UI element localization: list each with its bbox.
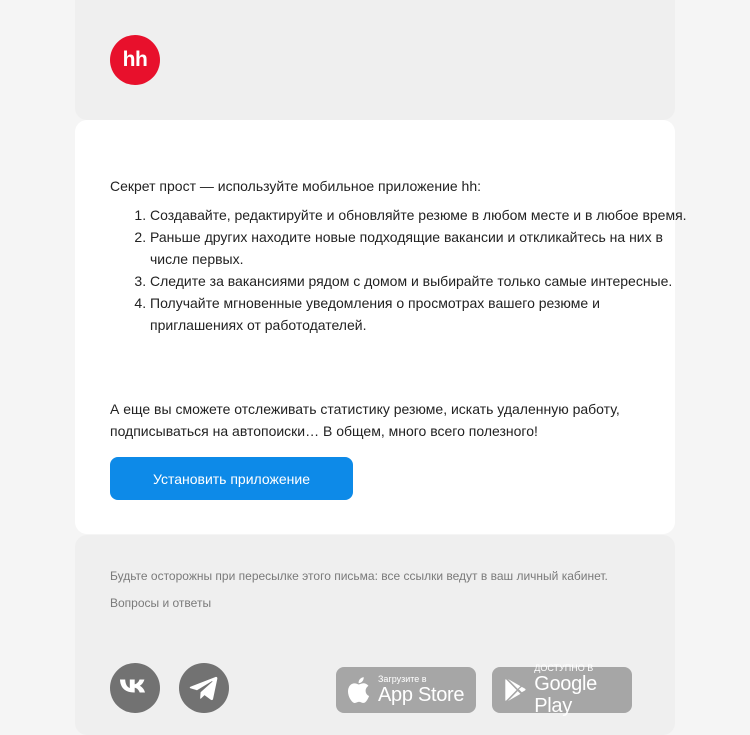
intro-text: Секрет прост — используйте мобильное приложение hh:: [110, 178, 482, 194]
telegram-icon: [189, 675, 219, 701]
faq-link[interactable]: Вопросы и ответы: [110, 596, 212, 610]
telegram-button[interactable]: [179, 663, 229, 713]
google-play-badge[interactable]: [492, 663, 632, 717]
apple-icon: [346, 676, 370, 704]
feature-item: 3. Следите за вакансиями рядом с домом и выбирайте только самые интересные.: [150, 270, 690, 292]
email-body-card: [75, 120, 687, 534]
features-list: [110, 204, 690, 336]
outro-text: А еще вы сможете отслеживать статистику резюме, искать удаленную работу, подписываться на автопоиски… В общем, много всего полезного!: [110, 401, 620, 439]
app-store-small-text: Загрузите в: [378, 674, 427, 684]
vk-button[interactable]: [110, 663, 160, 713]
google-play-small-text: ДОСТУПНО В: [534, 663, 594, 673]
feature-item: 4. Получайте мгновенные уведомления о просмотрах вашего резюме и приглашениях от работодателей.: [150, 292, 690, 336]
feature-item: 1. Создавайте, редактируйте и обновляйте резюме в любом месте и в любое время.: [150, 204, 690, 226]
install-app-button[interactable]: Установить приложение: [110, 457, 353, 500]
email-header: [75, 0, 675, 120]
google-play-icon: [504, 677, 526, 703]
app-store-big-text: App Store: [378, 684, 465, 706]
google-play-big-text: Google Play: [534, 673, 597, 717]
app-store-badge[interactable]: [336, 667, 476, 713]
vk-icon: [119, 678, 151, 698]
forwarding-warning: Будьте осторожны при пересылке этого письма: все ссылки ведут в ваш личный кабинет.: [110, 569, 608, 583]
feature-item: 2. Раньше других находите новые подходящие вакансии и откликайтесь на них в числе первых.: [150, 226, 690, 270]
hh-logo[interactable]: hh: [110, 35, 160, 85]
email-footer: [75, 535, 675, 735]
